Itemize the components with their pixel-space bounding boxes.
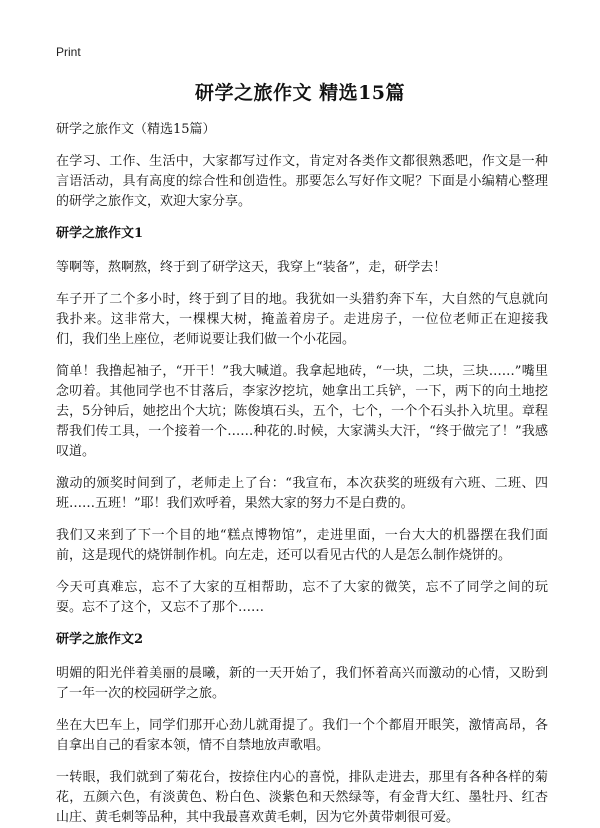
- essay-1-paragraph: 我们又来到了下一个目的地“糕点博物馆”，走进里面，一台大大的机器摆在我们面前，这是现代的烧饼制作机。向左走，还可以看见古代的人是怎么制作烧饼的。: [56, 528, 548, 563]
- essay-1-paragraph: 车子开了二个多小时，终于到了目的地。我犹如一头猎豹奔下车，大自然的气息就向我扑来。这非常大，一棵棵大树，掩盖着房子。走进房子，一位位老师正在迎接我们，我们坐上座位，老师说要让我们做一个小花园。: [56, 292, 548, 347]
- essay-2-paragraph: 一转眼，我们就到了菊花台，按捺住内心的喜悦，排队走进去，那里有各种各样的菊花，五颜六色，有淡黄色、粉白色、淡紫色和天然绿等，有金背大红、墨牡丹、红杏山庄、黄毛刺等品种，其中我最喜欢黄毛刺，因为它外黄带刺很可爱。: [56, 770, 548, 825]
- print-link[interactable]: Print: [56, 45, 81, 59]
- article-subtitle: 研学之旅作文（精选15篇）: [56, 122, 216, 137]
- essay-2-heading: 研学之旅作文2: [56, 632, 144, 647]
- essay-1-heading: 研学之旅作文1: [56, 226, 144, 241]
- page-title: 研学之旅作文 精选15篇: [194, 82, 406, 104]
- essay-2-paragraph: 坐在大巴车上，同学们那开心劲儿就甭提了。我们一个个都眉开眼笑，激情高昂，各自拿出自己的看家本领，情不自禁地放声歌唱。: [56, 718, 548, 753]
- essay-1-paragraph: 今天可真难忘，忘不了大家的互相帮助，忘不了大家的微笑，忘不了同学之间的玩耍。忘不了这个，又忘不了那个……: [56, 580, 548, 615]
- article-body: [56, 120, 548, 828]
- essay-1-paragraph: 激动的颁奖时间到了，老师走上了台：“我宣布，本次获奖的班级有六班、二班、四班……五班！”耶！我们欢呼着，果然大家的努力不是白费的。: [56, 476, 548, 511]
- essay-1-paragraph: 等啊等，熬啊熬，终于到了研学这天，我穿上“装备”，走，研学去！: [56, 260, 447, 275]
- essay-1-paragraph: 简单！我撸起袖子，“开干！”我大喊道。我拿起地砖，“一块，二块，三块……”嘴里念叨着。其他同学也不甘落后，李家汐挖坑，她拿出工兵铲，一下，两下的向土地挖去，5分钟后，她挖出个大坑；陈俊填石头，五个，七个，一个个石头扑入坑里。章程帮我们传工具，一个接着一个……种花的.时候，大家满头大汗，“终于做完了！”我感叹道。: [56, 364, 548, 459]
- essay-2-paragraph: 明媚的阳光伴着美丽的晨曦，新的一天开始了，我们怀着高兴而激动的心情，又盼到了一年一次的校园研学之旅。: [56, 666, 548, 701]
- intro-paragraph: 在学习、工作、生活中，大家都写过作文，肯定对各类作文都很熟悉吧，作文是一种言语活动，具有高度的综合性和创造性。那要怎么写好作文呢？下面是小编精心整理的研学之旅作文，欢迎大家分享。: [56, 154, 548, 209]
